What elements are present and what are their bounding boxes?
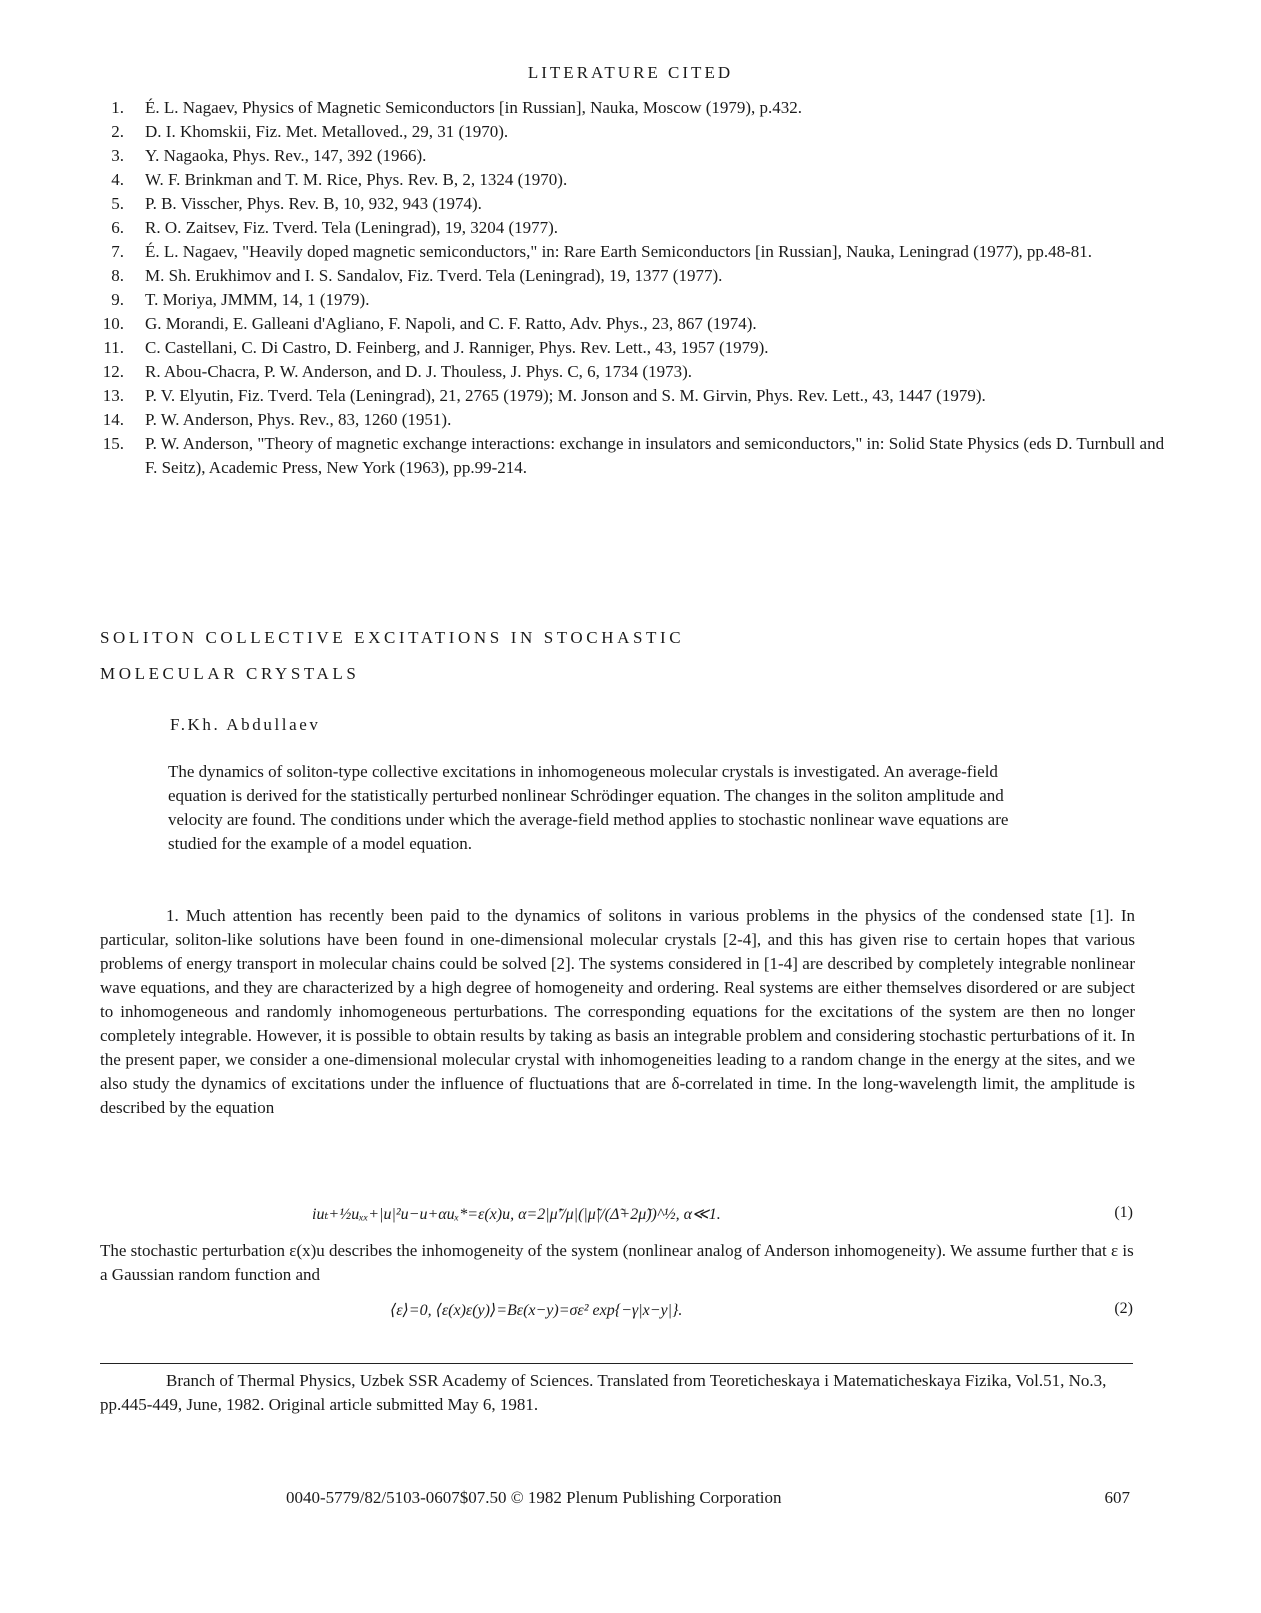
equation-1-expression: iuₜ+½uₓₓ+|u|²u−u+αuₓ*=ε(x)u, α=2|μ̃′/μ|(|μ̃|/(Δ̃+2μ̃))^½, α≪1. xyxy=(312,1206,721,1223)
reference-text: P. B. Visscher, Phys. Rev. B, 10, 932, 943 (1974). xyxy=(145,194,482,213)
equation-2-number: (2) xyxy=(1114,1300,1133,1317)
reference-item xyxy=(100,288,1180,312)
copyright-line: 0040-5779/82/5103-0607$07.50 © 1982 Plenum Publishing Corporation xyxy=(286,1488,782,1507)
reference-item xyxy=(100,240,1180,264)
reference-item xyxy=(100,120,1180,144)
literature-cited-heading: LITERATURE CITED xyxy=(527,63,734,82)
reference-item xyxy=(100,312,1180,336)
reference-item xyxy=(100,144,1180,168)
page-number: 607 xyxy=(1104,1488,1130,1507)
reference-number: 5. xyxy=(111,194,124,213)
article-title-line-1: SOLITON COLLECTIVE EXCITATIONS IN STOCHASTIC xyxy=(100,628,685,647)
equation-2-expression: ⟨ε⟩=0, ⟨ε(x)ε(y)⟩=Bε(x−y)=σε² exp{−γ|x−y|}. xyxy=(390,1302,683,1319)
reference-number: 10. xyxy=(102,314,124,333)
reference-number: 1. xyxy=(111,98,124,117)
reference-number: 3. xyxy=(111,146,124,165)
reference-text: É. L. Nagaev, Physics of Magnetic Semiconductors [in Russian], Nauka, Moscow (1979), p.432. xyxy=(145,98,803,117)
reference-list xyxy=(100,96,1180,480)
reference-item xyxy=(100,432,1180,480)
body-paragraph-2: The stochastic perturbation ε(x)u describes the inhomogeneity of the system (nonlinear analog of Anderson inhomogeneity). We assume further that ε is a Gaussian random function and xyxy=(100,1241,1134,1284)
reference-item xyxy=(100,192,1180,216)
reference-text: P. V. Elyutin, Fiz. Tverd. Tela (Leningrad), 21, 2765 (1979); M. Jonson and S. M. Girvin, Phys. Rev. Lett., 43, 1447 (1979). xyxy=(145,386,986,405)
article-title-line-2: MOLECULAR CRYSTALS xyxy=(100,664,360,683)
reference-number: 6. xyxy=(111,218,124,237)
reference-number: 7. xyxy=(111,242,124,261)
reference-text: P. W. Anderson, Phys. Rev., 83, 1260 (1951). xyxy=(145,410,452,429)
footnote-divider xyxy=(100,1363,1133,1364)
reference-item xyxy=(100,384,1180,408)
reference-item xyxy=(100,408,1180,432)
reference-text: W. F. Brinkman and T. M. Rice, Phys. Rev. B, 2, 1324 (1970). xyxy=(145,170,568,189)
reference-number: 11. xyxy=(103,338,124,357)
reference-text: G. Morandi, E. Galleani d'Agliano, F. Napoli, and C. F. Ratto, Adv. Phys., 23, 867 (1974). xyxy=(145,314,757,333)
reference-text: D. I. Khomskii, Fiz. Met. Metalloved., 29, 31 (1970). xyxy=(145,122,509,141)
article-author: F.Kh. Abdullaev xyxy=(170,715,321,734)
footnote-text: Branch of Thermal Physics, Uzbek SSR Academy of Sciences. Translated from Teoreticheskaya i Matematicheskaya Fizika, Vol.51, No.3, pp.445-449, June, 1982. Original article submitted May 6, 1981. xyxy=(100,1371,1107,1414)
reference-item xyxy=(100,264,1180,288)
body-section xyxy=(100,904,1135,1120)
article-abstract: The dynamics of soliton-type collective excitations in inhomogeneous molecular crystals is investigated. An average-field equation is derived for the statistically perturbed nonlinear Schrödinger equation. The changes in the soliton amplitude and velocity are found. The conditions under which the average-field method applies to stochastic nonlinear wave equations are studied for the example of a model equation. xyxy=(168,762,1009,853)
reference-item xyxy=(100,216,1180,240)
reference-text: R. O. Zaitsev, Fiz. Tverd. Tela (Leningrad), 19, 3204 (1977). xyxy=(145,218,559,237)
reference-number: 9. xyxy=(111,290,124,309)
body-paragraph-1: 1. Much attention has recently been paid to the dynamics of solitons in various problems in the physics of the condensed state [1]. In particular, soliton-like solutions have been found in one-dimensional molecular crystals [2-4], and this has given rise to certain hopes that various problems of energy transport in molecular chains could be solved [2]. The systems considered in [1-4] are described by completely integrable nonlinear wave equations, and they are characterized by a high degree of homogeneity and ordering. Real systems are either themselves disordered or are subject to inhomogeneous and randomly inhomogeneous perturbations. The corresponding equations for the excitations of the system are then no longer completely integrable. However, it is possible to obtain results by taking as basis an integrable problem and considering stochastic perturbations of it. In the present paper, we consider a one-dimensional molecular crystal with inhomogeneities leading to a random change in the energy at the sites, and we also study the dynamics of excitations under the influence of fluctuations that are δ-correlated in time. In the long-wavelength limit, the amplitude is described by the equation xyxy=(100,906,1135,1117)
reference-number: 13. xyxy=(102,386,124,405)
reference-number: 15. xyxy=(102,434,124,453)
reference-text: Y. Nagaoka, Phys. Rev., 147, 392 (1966). xyxy=(145,146,427,165)
reference-number: 14. xyxy=(102,410,124,429)
reference-item xyxy=(100,168,1180,192)
reference-number: 2. xyxy=(111,122,124,141)
reference-number: 12. xyxy=(102,362,124,381)
reference-text: R. Abou-Chacra, P. W. Anderson, and D. J. Thouless, J. Phys. C, 6, 1734 (1973). xyxy=(145,362,692,381)
equation-1 xyxy=(100,1204,1133,1228)
reference-text: M. Sh. Erukhimov and I. S. Sandalov, Fiz. Tverd. Tela (Leningrad), 19, 1377 (1977). xyxy=(145,266,723,285)
reference-number: 8. xyxy=(111,266,124,285)
reference-item xyxy=(100,336,1180,360)
reference-text: P. W. Anderson, "Theory of magnetic exchange interactions: exchange in insulators and semiconductors," in: Solid State Physics (eds D. Turnbull and F. Seitz), Academic Press, New York (1963), pp.99-214. xyxy=(145,434,1165,477)
reference-number: 4. xyxy=(111,170,124,189)
reference-text: É. L. Nagaev, "Heavily doped magnetic semiconductors," in: Rare Earth Semiconductors [in Russian], Nauka, Leningrad (1977), pp.48-81. xyxy=(145,242,1093,261)
reference-text: C. Castellani, C. Di Castro, D. Feinberg, and J. Ranniger, Phys. Rev. Lett., 43, 1957 (1979). xyxy=(145,338,769,357)
footnote xyxy=(100,1369,1135,1417)
reference-text: T. Moriya, JMMM, 14, 1 (1979). xyxy=(145,290,370,309)
reference-item xyxy=(100,360,1180,384)
equation-2 xyxy=(100,1300,1133,1324)
reference-item xyxy=(100,96,1180,120)
equation-1-number: (1) xyxy=(1114,1204,1133,1221)
